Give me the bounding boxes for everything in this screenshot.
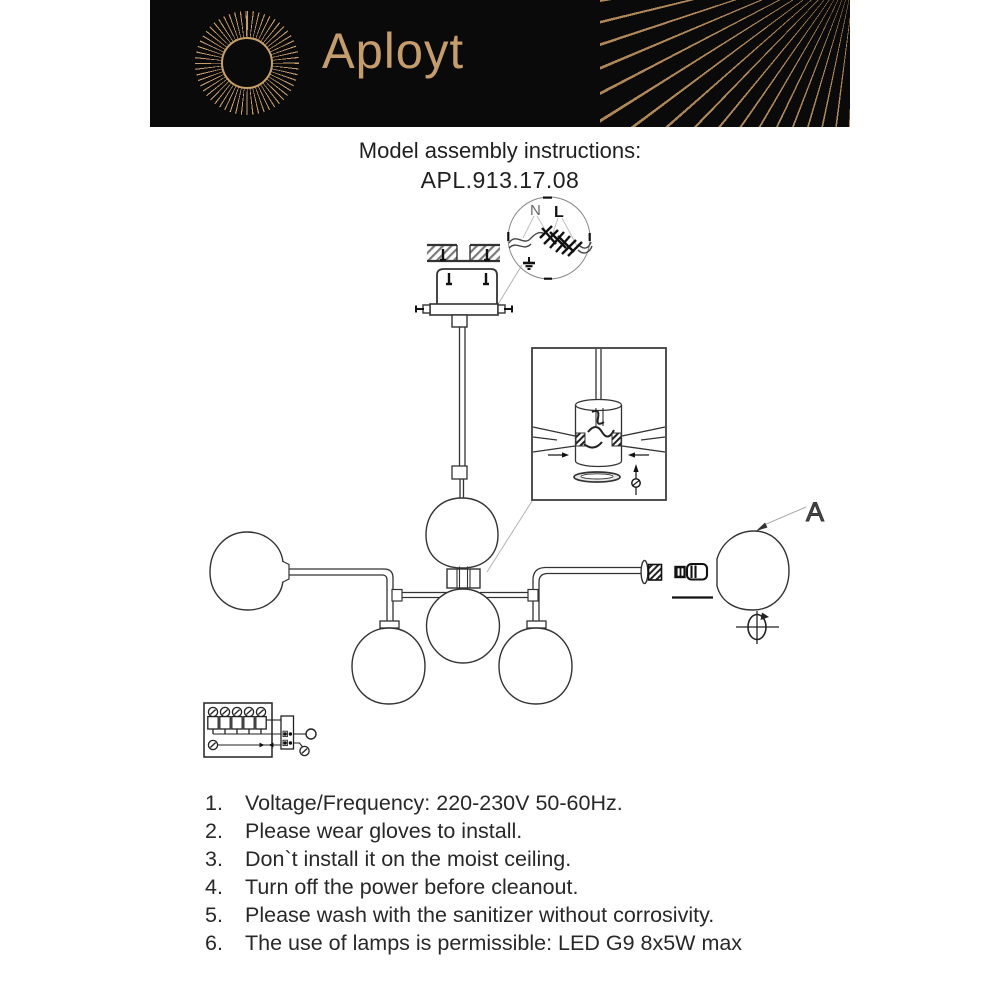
instruction-number: 6. [205, 931, 223, 955]
instruction-item [150, 901, 850, 929]
arm-flange [641, 561, 648, 584]
chandelier-body [210, 498, 641, 704]
instruction-text: Please wear gloves to install. [245, 819, 523, 843]
globe-center [427, 589, 500, 663]
instruction-item [150, 845, 850, 873]
instruction-text: Voltage/Frequency: 220-230V 50-60Hz. [245, 791, 623, 815]
model-number: APL.913.17.08 [420, 167, 580, 193]
instruction-item [150, 873, 850, 901]
instruction-item [150, 929, 850, 957]
socket-and-lamp [641, 497, 824, 644]
wire-splice [540, 226, 582, 256]
instruction-item [150, 789, 850, 817]
instruction-text: Please wash with the sanitizer without corrosivity. [245, 903, 715, 927]
live-label: L [554, 204, 564, 221]
rotate-arrow-icon [736, 611, 779, 644]
instruction-text: Turn off the power before cleanout. [245, 875, 579, 899]
instruction-number: 3. [205, 847, 223, 871]
hanging-rod [452, 327, 467, 499]
center-hub [447, 567, 480, 589]
ceiling-mount [416, 244, 512, 328]
hub-detail-inset [532, 348, 666, 500]
brand-name: Aployt [322, 23, 465, 79]
instruction-text: The use of lamps is permissible: LED G9 8x5W max [245, 931, 743, 955]
lamp-symbol [306, 729, 316, 739]
detail-a-label: A [806, 497, 825, 527]
globe-left [210, 532, 283, 610]
instruction-item [150, 817, 850, 845]
instruction-number: 2. [205, 819, 223, 843]
instruction-text: Don`t install it on the moist ceiling. [245, 847, 572, 871]
instructions-list [150, 789, 850, 957]
globe-detached [717, 531, 789, 610]
lamp-socket [649, 565, 662, 581]
globe-bottom-right [499, 628, 572, 704]
neutral-label: N [530, 202, 541, 219]
instruction-number: 1. [205, 791, 223, 815]
ground-symbol-icon [523, 257, 535, 269]
instruction-number: 4. [205, 875, 223, 899]
g9-bulb-icon [675, 564, 707, 580]
page-title: Model assembly instructions: [358, 138, 642, 163]
globe-top [426, 498, 498, 568]
instruction-number: 5. [205, 903, 223, 927]
globe-bottom-left [352, 628, 425, 704]
terminal-block-diagram [204, 703, 316, 757]
